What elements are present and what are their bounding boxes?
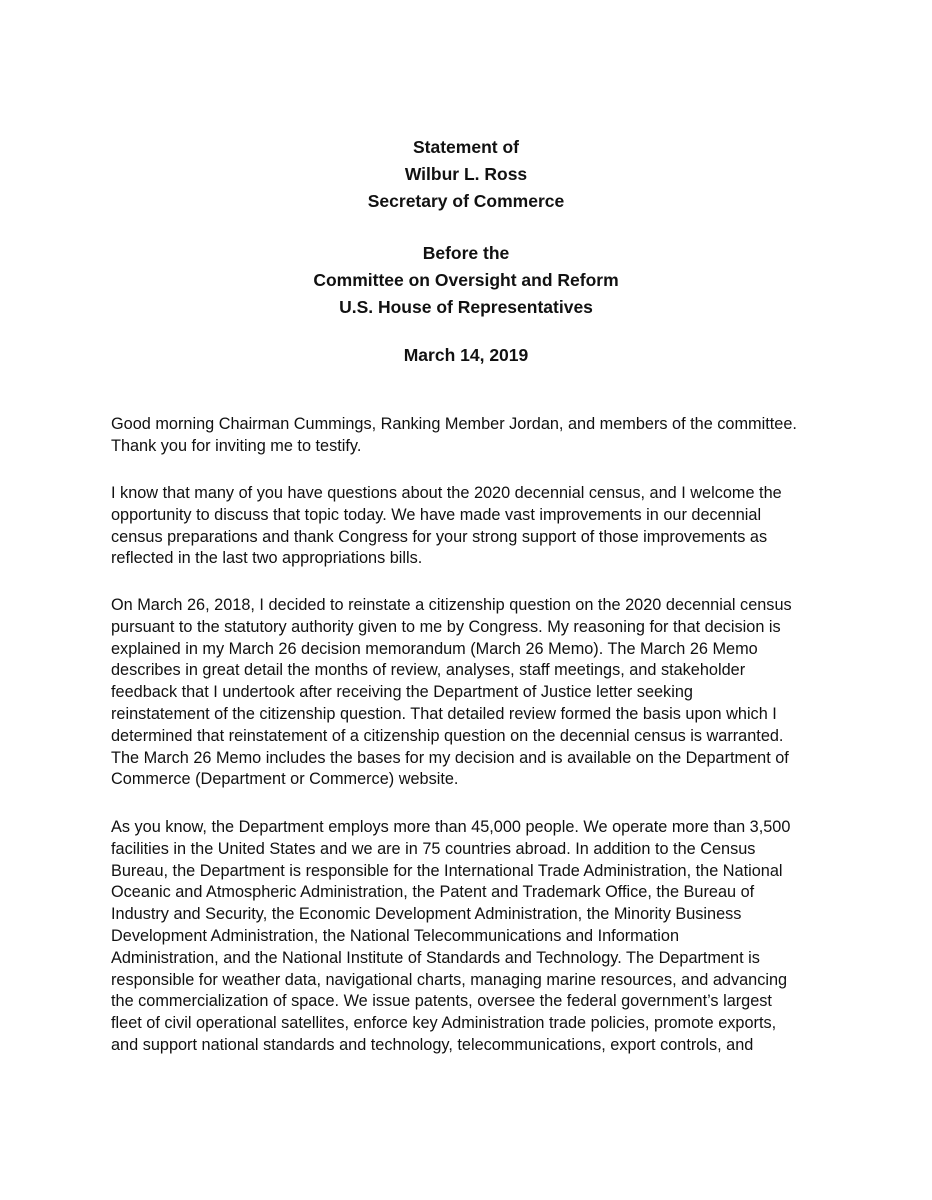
statement-heading: [0, 134, 932, 215]
text-line: fleet of civil operational satellites, enforce key Administration trade policies, promote exports,: [111, 1014, 777, 1033]
text-line: On March 26, 2018, I decided to reinstate a citizenship question on the 2020 decennial census: [111, 596, 792, 614]
text-line: feedback that I undertook after receiving the Department of Justice letter seeking: [111, 683, 693, 702]
text-line: Commerce (Department or Commerce) website.: [111, 770, 459, 789]
text-line: Development Administration, the National Telecommunications and Information: [111, 926, 680, 945]
text-line: Administration, and the National Institute of Standards and Technology. The Department is: [111, 948, 760, 967]
committee-heading: [0, 240, 932, 321]
text-line: The March 26 Memo includes the bases for my decision and is available on the Department of: [111, 748, 789, 767]
paragraph-citizenship-question: [111, 595, 831, 791]
heading-line: Committee on Oversight and Reform: [313, 270, 619, 290]
text-line: pursuant to the statutory authority given to me by Congress. My reasoning for that decision is: [111, 617, 781, 636]
text-line: As you know, the Department employs more than 45,000 people. We operate more than 3,500: [111, 818, 791, 836]
text-line: reflected in the last two appropriations bills.: [111, 549, 423, 568]
text-line: and support national standards and technology, telecommunications, export controls, and: [111, 1035, 754, 1054]
date-heading: [0, 342, 932, 369]
paragraph-greeting: [111, 414, 831, 458]
text-line: census preparations and thank Congress for your strong support of those improvements as: [111, 527, 768, 546]
text-line: Oceanic and Atmospheric Administration, the Patent and Trademark Office, the Bureau of: [111, 883, 755, 902]
text-line: Thank you for inviting me to testify.: [111, 436, 362, 455]
heading-line: Secretary of Commerce: [367, 191, 565, 211]
heading-line: Before the: [422, 243, 510, 263]
text-line: facilities in the United States and we are in 75 countries abroad. In addition to the Census: [111, 839, 756, 858]
date-line: March 14, 2019: [403, 345, 529, 365]
text-line: I know that many of you have questions about the 2020 decennial census, and I welcome the: [111, 484, 782, 502]
text-line: determined that reinstatement of a citizenship question on the decennial census is warranted.: [111, 726, 784, 745]
text-line: Industry and Security, the Economic Development Administration, the Minority Business: [111, 905, 742, 924]
text-line: reinstatement of the citizenship question. That detailed review formed the basis upon which I: [111, 704, 777, 723]
text-line: explained in my March 26 decision memorandum (March 26 Memo). The March 26 Memo: [111, 639, 758, 658]
text-line: Good morning Chairman Cummings, Ranking Member Jordan, and members of the committee.: [111, 415, 797, 433]
text-line: the commercialization of space. We issue patents, oversee the federal government’s largest: [111, 992, 772, 1011]
paragraph-department-overview: [111, 817, 831, 1057]
paragraph-census-questions: [111, 483, 831, 570]
heading-line: Wilbur L. Ross: [404, 164, 528, 184]
text-line: describes in great detail the months of review, analyses, staff meetings, and stakeholder: [111, 661, 746, 680]
heading-line: U.S. House of Representatives: [339, 297, 593, 317]
text-line: responsible for weather data, navigational charts, managing marine resources, and advancing: [111, 970, 788, 989]
text-line: Bureau, the Department is responsible for the International Trade Administration, the National: [111, 861, 783, 880]
text-line: opportunity to discuss that topic today. We have made vast improvements in our decennial: [111, 505, 762, 524]
heading-line: Statement of: [413, 137, 519, 157]
